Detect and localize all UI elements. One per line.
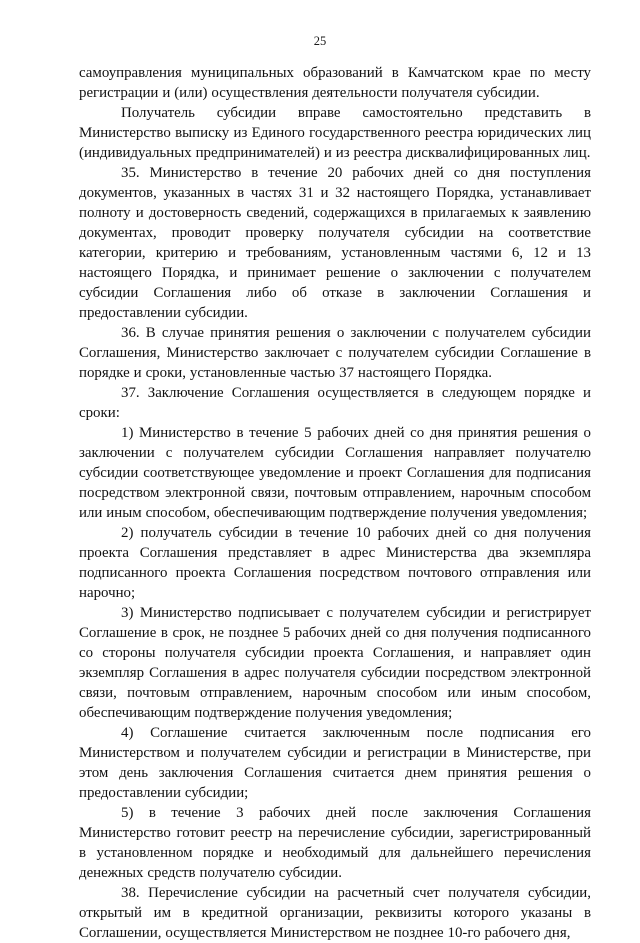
paragraph: Получатель субсидии вправе самостоятельно представить в Министерство выписку из Единого государственного реестра юридических лиц (индивидуальных предпринимателей) и из реестра дисквалифицированных лиц. [79,105,591,161]
paragraph-clause-38: 38. Перечисление субсидии на расчетный счет получателя субсидии, открытый им в кредитной организации, реквизиты которого указаны в Соглашении, осуществляется Министерством не позднее 10-го рабочего дня, [79,885,591,941]
document-body [79,63,591,943]
list-item-5: 5) в течение 3 рабочих дней после заключения Соглашения Министерство готовит реестр на перечисление субсидии, зарегистрированный в установленном порядке и необходимый для дальнейшего перечисления денежных средств получателю субсидии. [79,805,591,881]
page-number: 25 [313,34,327,48]
list-item-3: 3) Министерство подписывает с получателем субсидии и регистрирует Соглашение в срок, не позднее 5 рабочих дней со дня получения подписанного со стороны получателя субсидии проекта Соглашения, и направляет один экземпляр Соглашения в адрес получателя субсидии посредством электронной связи, почтовым отправлением, нарочным способом или иным способом, обеспечивающим подтверждение получения уведомления; [79,605,591,721]
list-item-4: 4) Соглашение считается заключенным после подписания его Министерством и получателем субсидии и регистрации в Министерстве, при этом день заключения Соглашения считается днем принятия решения о предоставлении субсидии; [79,725,591,801]
paragraph-clause-37: 37. Заключение Соглашения осуществляется в следующем порядке и сроки: [79,385,591,421]
paragraph-continuation: самоуправления муниципальных образований в Камчатском крае по месту регистрации и (или) осуществления деятельности получателя субсидии. [79,65,591,101]
list-item-2: 2) получатель субсидии в течение 10 рабочих дней со дня получения проекта Соглашения представляет в адрес Министерства два экземпляра подписанного проекта Соглашения посредством почтового отправления или нарочно; [79,525,591,601]
paragraph-clause-36: 36. В случае принятия решения о заключении с получателем субсидии Соглашения, Министерство заключает с получателем субсидии Соглашение в порядке и сроки, установленные частью 37 настоящего Порядка. [79,325,591,381]
list-item-1: 1) Министерство в течение 5 рабочих дней со дня принятия решения о заключении с получателем субсидии Соглашения направляет получателю субсидии соответствующее уведомление и проект Соглашения для подписания посредством электронной связи, почтовым отправлением, нарочным способом или иным способом, обеспечивающим подтверждение получения уведомления; [79,425,591,521]
paragraph-clause-35: 35. Министерство в течение 20 рабочих дней со дня поступления документов, указанных в частях 31 и 32 настоящего Порядка, устанавливает полноту и достоверность сведений, содержащихся в прилагаемых к заявлению документах, проводит проверку получателя субсидии на соответствие категории, критерию и требованиям, установленным частями 6, 12 и 13 настоящего Порядка, и принимает решение о заключении с получателем субсидии Соглашения либо об отказе в заключении Соглашения и предоставлении субсидии. [79,165,591,321]
